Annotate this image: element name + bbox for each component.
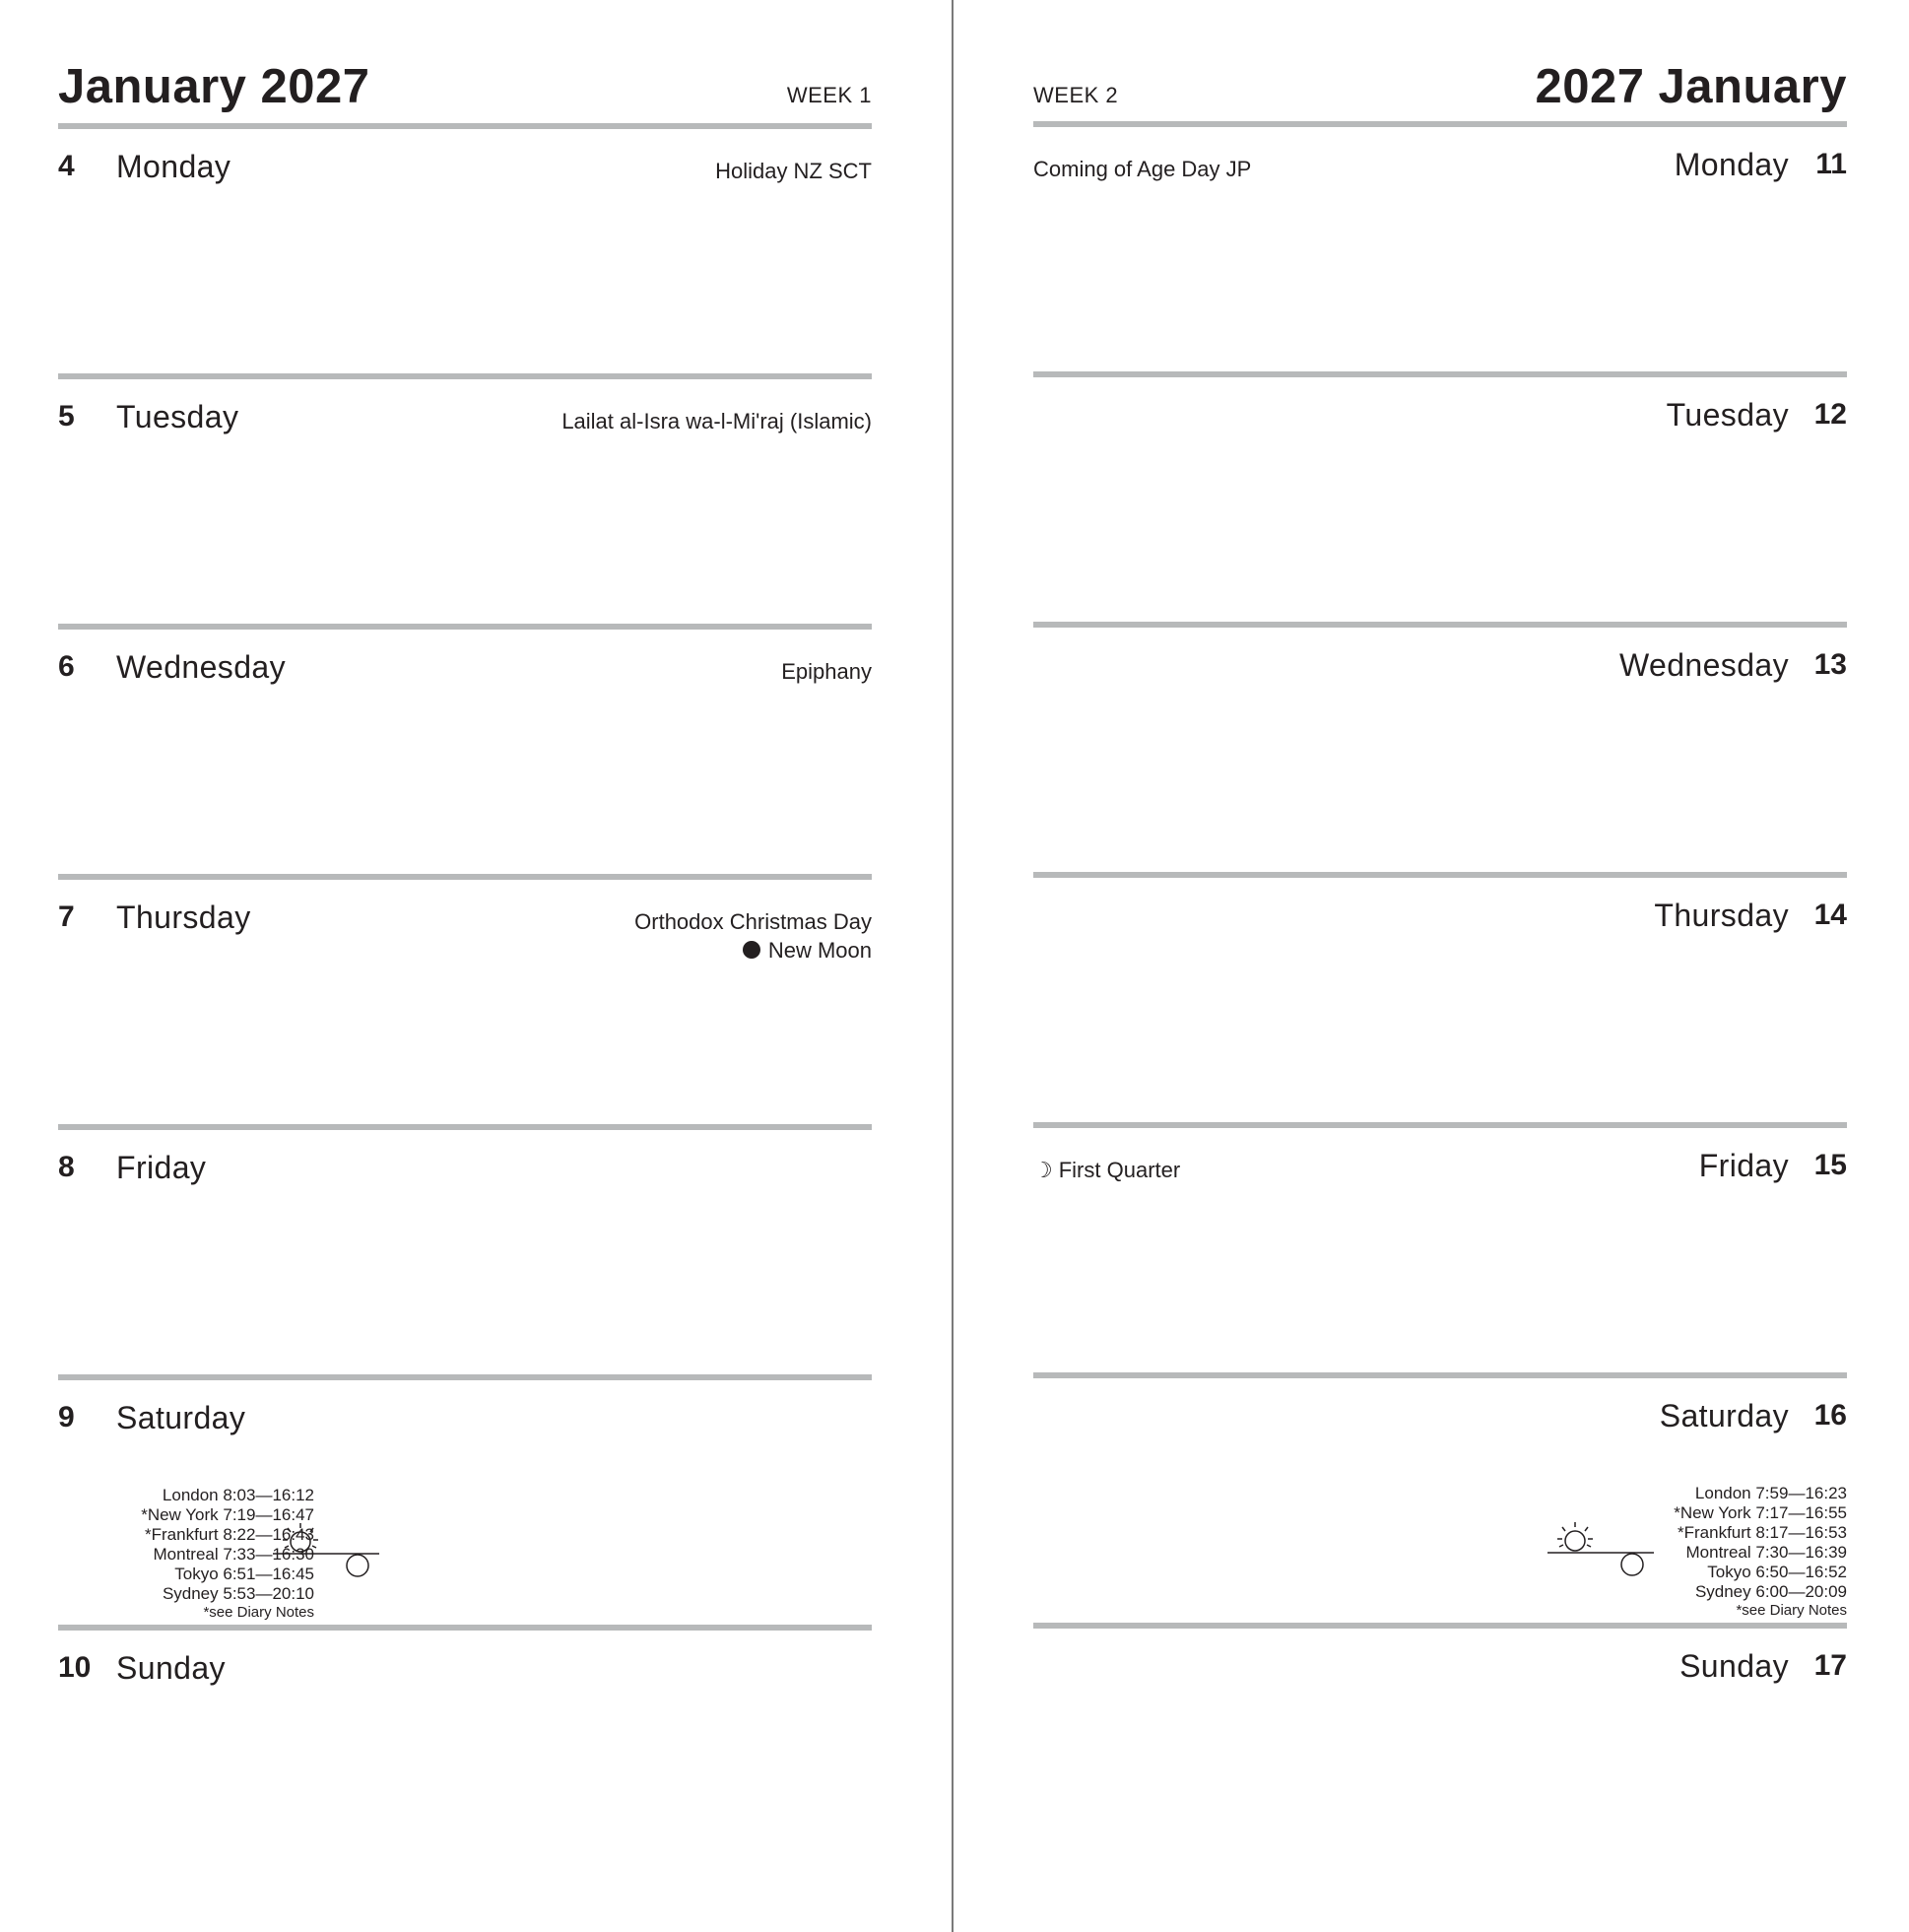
- moon-phase-note: [634, 936, 872, 965]
- new-moon-icon: [743, 941, 760, 959]
- day-name: Thursday: [116, 899, 251, 935]
- week-label: WEEK 1: [786, 83, 872, 107]
- day-name: Friday: [116, 1150, 207, 1185]
- sun-time-row: Montreal 7:30—16:39: [1685, 1543, 1847, 1562]
- day-number: 13: [1813, 648, 1847, 681]
- day-name: Saturday: [116, 1400, 246, 1435]
- sun-times-footnote: *see Diary Notes: [1736, 1602, 1847, 1619]
- day-number: 7: [58, 900, 75, 933]
- sun-time-row: *Frankfurt 8:22—16:43: [145, 1525, 314, 1544]
- day-friday[interactable]: [1033, 1128, 1847, 1378]
- day-number: 8: [58, 1151, 75, 1183]
- day-sunday[interactable]: [58, 1631, 872, 1881]
- sun-time-row: Sydney 6:00—20:09: [1694, 1582, 1847, 1601]
- sun-time-row: London 7:59—16:23: [1694, 1484, 1847, 1502]
- holiday-note: Lailat al-Isra wa-l-Mi'raj (Islamic): [561, 409, 872, 433]
- sunrise-sunset-table: [1674, 1484, 1847, 1619]
- holiday-note: Orthodox Christmas Day: [634, 909, 872, 934]
- sun-time-row: *Frankfurt 8:17—16:53: [1678, 1523, 1847, 1542]
- day-number: 12: [1813, 398, 1847, 431]
- day-name: Tuesday: [1666, 397, 1789, 433]
- sun-time-row: Tokyo 6:51—16:45: [174, 1565, 314, 1583]
- day-wednesday[interactable]: [1033, 628, 1847, 878]
- day-number: 16: [1813, 1399, 1847, 1432]
- day-name: Monday: [116, 149, 231, 184]
- right-page: [1033, 0, 1847, 1932]
- day-notes: [1033, 1156, 1180, 1184]
- day-notes: [634, 907, 872, 965]
- day-number: 6: [58, 650, 75, 683]
- day-name: Saturday: [1659, 1398, 1789, 1433]
- day-saturday[interactable]: [1033, 1378, 1847, 1629]
- sun-time-row: Sydney 5:53—20:10: [162, 1584, 314, 1603]
- sun-time-row: *New York 7:17—16:55: [1674, 1503, 1847, 1522]
- sun-time-row: Tokyo 6:50—16:52: [1707, 1563, 1847, 1581]
- day-number: 5: [58, 400, 75, 433]
- moon-phase-note: [1033, 1156, 1180, 1184]
- day-name: Sunday: [116, 1650, 226, 1686]
- day-tuesday[interactable]: [58, 379, 872, 630]
- sun-time-row: Montreal 7:33—16:30: [153, 1545, 314, 1564]
- day-number: 10: [58, 1651, 92, 1684]
- sun-horizon-icon: [273, 1518, 381, 1587]
- left-page: [58, 0, 872, 1932]
- sun-time-row: London 8:03—16:12: [162, 1486, 314, 1504]
- day-notes: [1033, 155, 1251, 183]
- day-number: 15: [1813, 1149, 1847, 1181]
- sun-horizon-icon: [1547, 1517, 1656, 1586]
- day-tuesday[interactable]: [1033, 377, 1847, 628]
- page-spine: [952, 0, 954, 1932]
- first-quarter-moon-icon: ☽: [1033, 1158, 1053, 1182]
- day-number: 11: [1815, 148, 1847, 180]
- day-thursday[interactable]: [1033, 878, 1847, 1128]
- day-monday[interactable]: [58, 129, 872, 379]
- day-notes: [715, 157, 872, 185]
- page-title: January 2027: [58, 60, 370, 113]
- day-saturday[interactable]: [58, 1380, 872, 1631]
- week-label: WEEK 2: [1033, 83, 1119, 107]
- day-notes: [561, 407, 872, 435]
- day-name: Tuesday: [116, 399, 239, 434]
- holiday-note: Epiphany: [781, 659, 872, 684]
- day-notes: [781, 657, 872, 686]
- holiday-note: Coming of Age Day JP: [1033, 157, 1252, 181]
- day-wednesday[interactable]: [58, 630, 872, 880]
- holiday-note: Holiday NZ SCT: [715, 159, 872, 183]
- moon-phase-label: First Quarter: [1058, 1158, 1181, 1182]
- day-name: Monday: [1674, 147, 1789, 182]
- day-name: Sunday: [1679, 1648, 1789, 1684]
- day-name: Wednesday: [116, 649, 287, 685]
- day-friday[interactable]: [58, 1130, 872, 1380]
- day-name: Wednesday: [1618, 647, 1789, 683]
- sun-time-row: *New York 7:19—16:47: [141, 1505, 314, 1524]
- day-sunday[interactable]: [1033, 1629, 1847, 1879]
- page-title: 2027 January: [1535, 60, 1847, 113]
- day-number: 4: [58, 150, 75, 182]
- day-number: 9: [58, 1401, 75, 1433]
- day-name: Friday: [1698, 1148, 1789, 1183]
- day-name: Thursday: [1654, 898, 1789, 933]
- day-number: 17: [1813, 1649, 1847, 1682]
- sun-times-footnote: *see Diary Notes: [203, 1604, 314, 1621]
- day-thursday[interactable]: [58, 880, 872, 1130]
- day-number: 14: [1813, 899, 1847, 931]
- moon-phase-label: New Moon: [767, 938, 872, 963]
- day-monday[interactable]: [1033, 127, 1847, 377]
